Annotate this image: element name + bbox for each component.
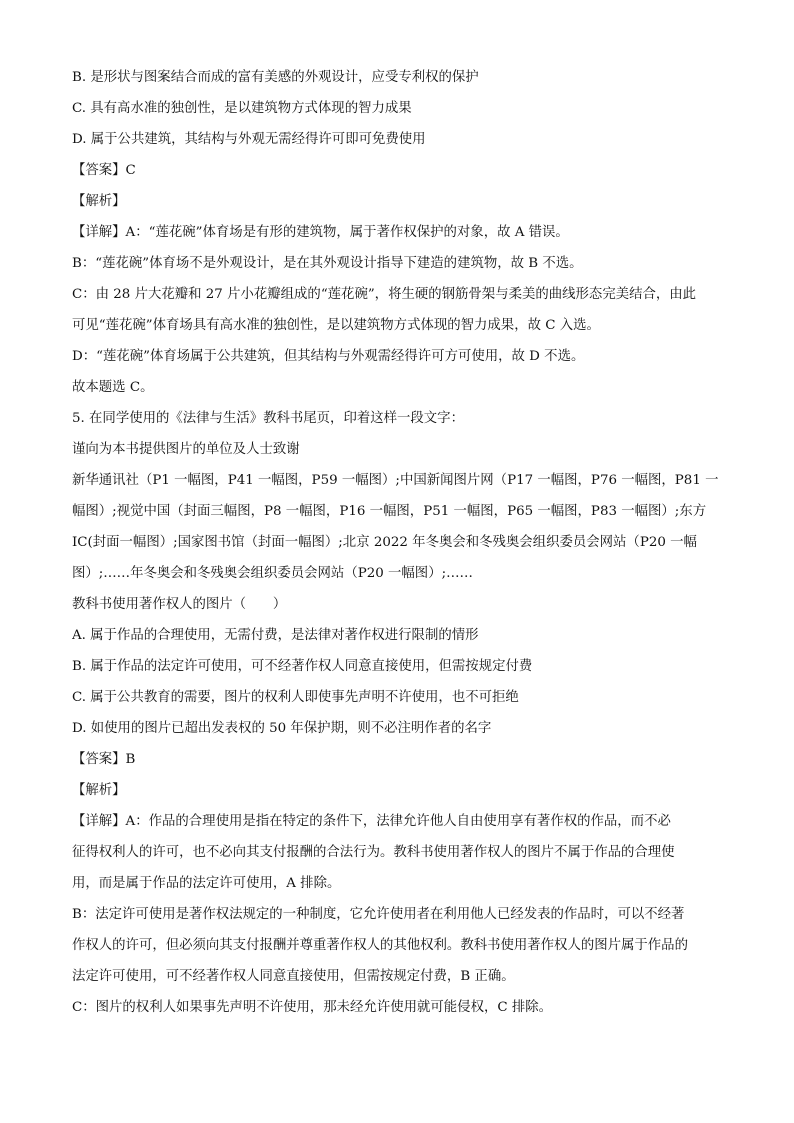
option-c-line: C. 具有高水准的独创性，是以建筑物方式体现的智力成果 — [72, 101, 412, 116]
acknowledgement-text: 幅图）;视觉中国（封面三幅图，P8 一幅图，P16 一幅图，P51 一幅图，P65 一幅图，P83 一幅图）;东方 — [72, 504, 707, 519]
explanation-line: B：“莲花碗”体育场不是外观设计，是在其外观设计指导下建造的建筑物，故 B 不选。 — [72, 256, 583, 271]
explanation-line: B：法定许可使用是著作权法规定的一种制度，它允许使用者在利用他人已经发表的作品时，可以不经著 — [72, 907, 685, 922]
analysis-heading: 【解析】 — [72, 783, 126, 798]
explanation-line: 作权人的许可，但必须向其支付报酬并尊重著作权人的其他权利。教科书使用著作权人的图片属于作品的 — [72, 938, 688, 953]
conclusion-line: 故本题选 C。 — [72, 380, 154, 395]
explanation-line: D：“莲花碗”体育场属于公共建筑，但其结构与外观需经得许可方可使用，故 D 不选。 — [72, 349, 585, 364]
option-b-line: B. 属于作品的法定许可使用，可不经著作权人同意直接使用，但需按规定付费 — [72, 659, 533, 674]
explanation-line: C：由 28 片大花瓣和 27 片小花瓣组成的“莲花碗”，将生硬的钢筋骨架与柔美的曲线形态完美结合，由此 — [72, 287, 697, 302]
acknowledgement-title: 谨向为本书提供图片的单位及人士致谢 — [72, 442, 300, 457]
question-stem: 5. 在同学使用的《法律与生活》教科书尾页，印着这样一段文字： — [72, 411, 464, 426]
explanation-line: 法定许可使用，可不经著作权人同意直接使用，但需按规定付费，B 正确。 — [72, 969, 515, 984]
acknowledgement-text: 新华通讯社（P1 一幅图，P41 一幅图，P59 一幅图）;中国新闻图片网（P17 一幅图，P76 一幅图，P81 一 — [72, 473, 719, 488]
explanation-line: C：图片的权利人如果事先声明不许使用，那未经允许使用就可能侵权，C 排除。 — [72, 1000, 553, 1015]
answer-line: 【答案】B — [72, 752, 136, 767]
answer-line: 【答案】C — [72, 163, 136, 178]
document-page — [72, 62, 724, 1023]
question-prompt: 教科书使用著作权人的图片（ ） — [72, 597, 287, 612]
explanation-line: 【详解】A：“莲花碗”体育场是有形的建筑物，属于著作权保护的对象，故 A 错误。 — [72, 225, 569, 240]
option-d-line: D. 如使用的图片已超出发表权的 50 年保护期，则不必注明作者的名字 — [72, 721, 492, 736]
option-b-line: B. 是形状与图案结合而成的富有美感的外观设计，应受专利权的保护 — [72, 70, 479, 85]
explanation-line: 【详解】A：作品的合理使用是指在特定的条件下，法律允许他人自由使用享有著作权的作品，而不必 — [72, 814, 671, 829]
explanation-line: 征得权利人的许可，也不必向其支付报酬的合法行为。教科书使用著作权人的图片不属于作品的合理使 — [72, 845, 675, 860]
option-c-line: C. 属于公共教育的需要，图片的权利人即使事先声明不许使用，也不可拒绝 — [72, 690, 519, 705]
analysis-heading: 【解析】 — [72, 194, 126, 209]
option-a-line: A. 属于作品的合理使用，无需付费，是法律对著作权进行限制的情形 — [72, 628, 479, 643]
acknowledgement-text: IC(封面一幅图）;国家图书馆（封面一幅图）;北京 2022 年冬奥会和冬残奥会组织委员会网站（P20 一幅 — [72, 535, 697, 550]
option-d-line: D. 属于公共建筑，其结构与外观无需经得许可即可免费使用 — [72, 132, 426, 147]
explanation-line: 可见“莲花碗”体育场具有高水准的独创性，是以建筑物方式体现的智力成果，故 C 入选。 — [72, 318, 600, 333]
explanation-line: 用，而是属于作品的法定许可使用，A 排除。 — [72, 876, 341, 891]
acknowledgement-text: 图）;……年冬奥会和冬残奥会组织委员会网站（P20 一幅图）;…… — [72, 566, 473, 581]
